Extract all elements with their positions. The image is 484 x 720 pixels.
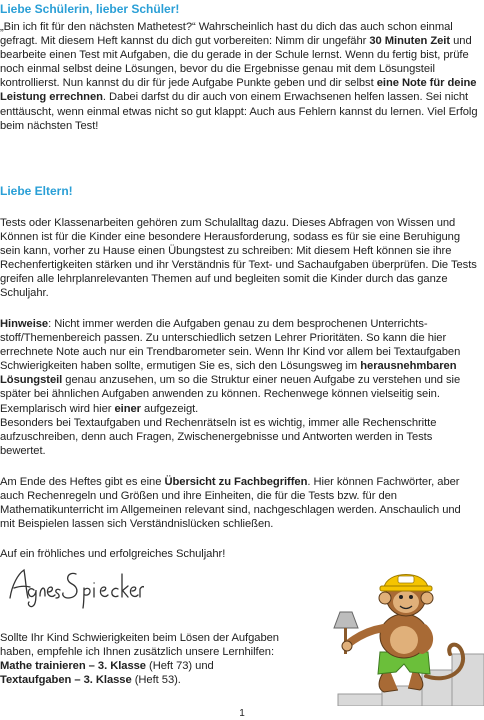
page-number: 1: [239, 708, 245, 719]
glossary-paragraph: Am Ende des Heftes gibt es eine Übersicht zu Fachbegriffen. Hier können Fachwörter, aber auch Rechenregeln und Größen und ihre Einheiten, die für die Tests bzw. für den Mathematikunterricht im Allgemeinen relevant sind, nachgeschlagen werden. Anschaulich und mit Beispielen lassen sich Verständnislücken schließen.: [0, 476, 461, 531]
parents-heading: Liebe Eltern!: [0, 184, 73, 198]
signature-image: [4, 560, 144, 610]
parents-intro-paragraph: Tests oder Klassenarbeiten gehören zum Schulalltag dazu. Dieses Abfragen von Wissen und Können ist für die Kinder eine besondere Herausforderung, sodass es für sie eine Beruhigung sein kann, vorher zu Hause einen Übungstest zu schreiben: Mit diesem Heft können sie ihre Rechenfertigkeiten stärken und ihr Verständnis für Text- und Sachaufgaben überprüfen. Die Tests greifen alle lehrplanrelevanten Themen auf und begleiten somit die Kinder durch das ganze Schuljahr.: [0, 217, 477, 300]
monkey-with-trowel-icon: [318, 566, 484, 706]
pupils-heading: Liebe Schülerin, lieber Schüler!: [0, 2, 180, 16]
pupils-paragraph: „Bin ich fit für den nächsten Mathetest?“ Wahrscheinlich hast du dich das auch schon einmal gefragt. Mit diesem Heft kannst du dich gut vorbereiten: Nimm dir ungefähr 30 Minuten Zeit und bearbeite einen Test mit Aufgaben, die du gerade in der Schule lernst. Wenn du fertig bist, prüfe noch einmal selbst deine Lösungen, bevor du die Ergebnisse genau mit dem Lösungsteil kontrollierst. Nun kannst du dir für jede Aufgabe Punkte geben und dir selbst eine Note für deine Leistung errechnen. Dabei darfst du dir auch von einem Erwachsenen helfen lassen. Sei nicht enttäuscht, wenn einmal etwas nicht so gut klappt: Auch aus Fehlern kannst du lernen. Viel Erfolg beim nächsten Test!: [0, 21, 478, 132]
recommendation-paragraph: Sollte Ihr Kind Schwierigkeiten beim Lösen der Aufgaben haben, empfehle ich Ihnen zusätzlich unsere Lernhilfen: Mathe trainieren – 3. Klasse (Heft 73) und Textaufgaben – 3. Klasse (Heft 53).: [0, 632, 279, 687]
hints-paragraph: Hinweise: Nicht immer werden die Aufgaben genau zu dem besprochenen Unterrichtsstoff/Themenbereich passen. Zu unterschiedlich setzen Lehrer Prioritäten. So kann die hier errechnete Note auch nur ein Trendbarometer sein. Wenn Ihr Kind vor allem bei Textaufgaben Schwierigkeiten haben sollte, ermutigen Sie es, sich den Lösungsweg im herausnehmbaren Lösungsteil genau anzusehen, um so die Struktur einer neuen Aufgabe zu verstehen und sie später bei ähnlichen Aufgaben anwenden zu können. Rechenwege können vielseitig sein. Exemplarisch wird hier einer aufgezeigt. Besonders bei Textaufgaben und Rechenrätseln ist es wichtig, immer alle Rechenschritte aufzuschreiben, denn auch Fragen, Zwischenergebnisse und Antworten werden in Tests bewertet.: [0, 318, 461, 457]
signature: [4, 560, 144, 615]
monkey-illustration: [318, 566, 484, 711]
closing-line: Auf ein fröhliches und erfolgreiches Schuljahr!: [0, 548, 226, 560]
